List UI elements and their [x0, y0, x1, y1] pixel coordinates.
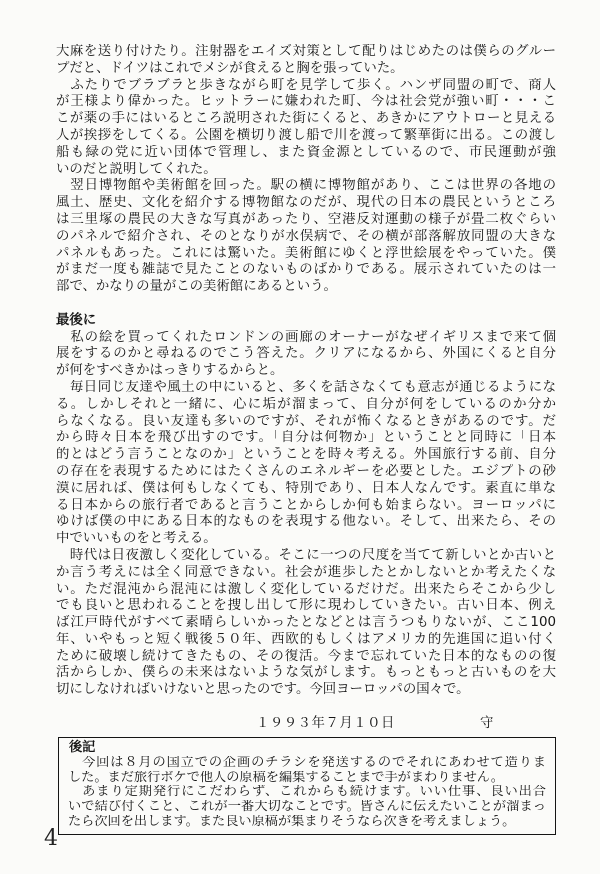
- postscript-box: [58, 737, 556, 835]
- text-line: 翌日博物館や美術館を回った。駅の横に博物館があり、ここは世界の各地の: [56, 178, 556, 194]
- text-line: でも良いと思われることを捜し出して形に現わしていきたい。古い日本、例え: [56, 598, 556, 614]
- text-line: ば江戸時代がすべて素晴らしいかったとなどとは言うつもりないが、ここ100: [56, 615, 556, 631]
- text-line: が王様より偉かった。ヒットラーに嫌われた町、今は社会党が強い町・・・こ: [56, 94, 556, 110]
- paragraph: [56, 78, 556, 179]
- text-line: 部で、かなりの量がこの美術館にあるという。: [56, 279, 337, 295]
- paragraph: [56, 44, 556, 78]
- text-line: 的とはどう言うことなのか」ということを時々考える。外国旅行する前、自分: [56, 447, 556, 463]
- text-line: いのだと説明してくれた。: [56, 161, 217, 177]
- paragraph: [56, 178, 556, 296]
- author-signature: 守: [480, 715, 494, 731]
- text-line: 風土、歴史、文化を紹介する博物館なのだが、現代の日本の農民というところ: [56, 195, 556, 211]
- text-line: る。しかしそれと一緒に、心に垢が溜まって、自分が何をしているのか分か: [56, 396, 556, 412]
- page-number: 4: [44, 826, 58, 851]
- paragraph: [68, 756, 546, 786]
- text-line: ゆけば僕の中にある日本的なものを表現する他ない。そして、出来たら、その: [56, 514, 556, 530]
- text-line: 今回は８月の国立での企画のチラシを発送するのでそれにあわせて造りま: [68, 755, 546, 770]
- paragraph: [56, 548, 556, 699]
- text-line: プだと、ドイツはこれでメシが食えると胸を張っていた。: [56, 60, 404, 76]
- text-line: 大麻を送り付けたり。注射器をエイズ対策として配りはじめたのは僕らのグルー: [56, 44, 556, 59]
- text-line: か言う考えには全く同意できない。社会が進歩したとかしないとか考えたくな: [56, 564, 556, 580]
- text-line: 漠に居れば、僕は何もしなくても、特別であり、日本人なんです。素直に単な: [56, 480, 556, 496]
- text-line: らなくなる。良い友達も多いのですが、それが怖くなるときがあるのです。だ: [56, 413, 556, 429]
- date: １９９３年７月１０日: [256, 715, 395, 731]
- section-heading: 最後に: [56, 312, 97, 328]
- signoff: [56, 716, 556, 733]
- text-line: 展をするのかと尋ねるのでこう答えた。クリアになるから、外国にくると自分: [56, 346, 556, 362]
- text-line: のパネルで紹介され、そのとなりが水俣病で、その横が部落解放同盟の大きな: [56, 228, 556, 244]
- article-body: [56, 44, 556, 733]
- text-line: 船も緑の党に近い団体で管理し、また資金源としているので、市民運動が強: [56, 144, 556, 160]
- text-line: る日本からの旅行者であると言うことからしか何も始まらない。ヨーロッパに: [56, 497, 556, 513]
- text-line: 年、いやもっと短く戦後５０年、西欧的もしくはアメリカ的先進国に追い付く: [56, 631, 556, 647]
- text-line: した。まだ旅行ボケで他人の原稿を編集することまで手がまわりません。: [68, 770, 504, 785]
- text-line: ふたりでブラブラと歩きながら町を見学して歩く。ハンザ同盟の町で、商人: [56, 77, 556, 93]
- text-line: がまだ一度も雑誌で見たことのないものばかりである。展示されていたのは一: [56, 262, 556, 278]
- paragraph: [56, 330, 556, 380]
- text-line: ために破壊し続けてきたもの、その復活。今まで忘れていた日本的なものの復: [56, 648, 556, 664]
- paragraph: [56, 380, 556, 548]
- postscript-title: 後記: [69, 740, 96, 755]
- text-line: の存在を表現するためにはたくさんのエネルギーを必要とした。エジプトの砂: [56, 463, 556, 479]
- text-line: 活からしか、僕らの未来はないような気がします。もっともっと古いものを大: [56, 665, 556, 681]
- text-line: 毎日同じ友達や風土の中にいると、多くを話さなくても意志が通じるようにな: [56, 379, 556, 395]
- text-line: が何をすべきかはっきりするからと。: [56, 363, 284, 379]
- text-line: い。ただ混沌から混沌には激しく変化しているだけだ。出来たらそこから少し: [56, 581, 556, 597]
- text-line: 私の絵を買ってくれたロンドンの画廊のオーナーがなぜイギリスまで来て個: [56, 329, 556, 345]
- text-line: 人が挨拶をしてくる。公園を横切り渡し船で川を渡って繁華街に出る。この渡し: [56, 127, 556, 143]
- text-line: こが薬の手にはいるところ説明された街にくると、あきかにアウトローと見える: [56, 111, 556, 127]
- text-line: から時々日本を飛び出すのです。「自分は何物か」ということと同時に「日本: [56, 430, 556, 446]
- text-line: は三里塚の農民の大きな写真があったり、空港反対運動の様子が畳二枚ぐらい: [56, 211, 556, 227]
- paragraph: [68, 785, 546, 829]
- text-line: いで結び付くこと、これが一番大切なことです。皆さんに伝えたいことが溜まっ: [68, 800, 546, 815]
- text-line: たら次回を出します。また良い原稿が集まりそうなら次きを考えましょう。: [68, 814, 516, 829]
- text-line: 時代は日夜激しく変化している。そこに一つの尺度を当てて新しいとか古いと: [56, 547, 556, 563]
- text-line: あまり定期発行にこだわらず、これからも続けます。いい仕事、良い出合: [68, 785, 546, 800]
- text-line: 切にしなければいけないと思ったのです。今回ヨーロッパの国々で。: [56, 682, 470, 698]
- text-line: 中でいいものをと考える。: [56, 531, 217, 547]
- text-line: パネルもあった。これには驚いた。美術館にゆくと浮世絵展をやっていた。僕: [56, 245, 556, 261]
